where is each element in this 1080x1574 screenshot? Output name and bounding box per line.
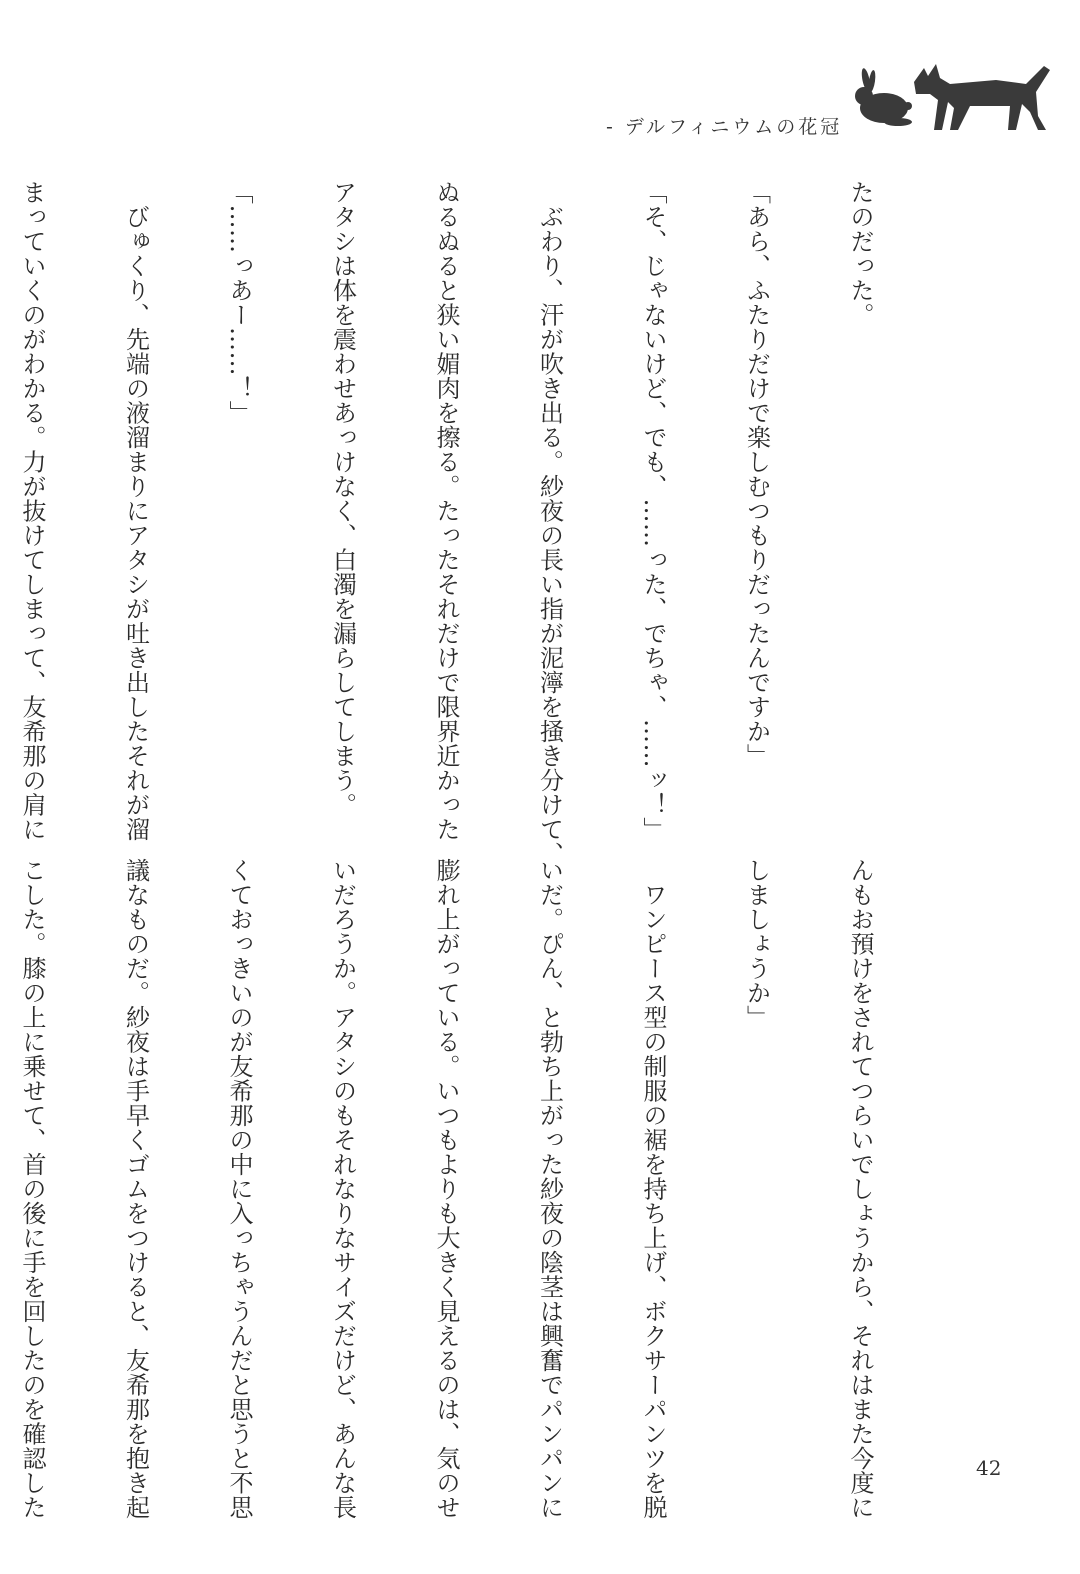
running-header-title: - デルフィニウムの花冠 <box>606 116 843 138</box>
text-column: まっていくのがわかる。力が抜けてしまって、友希那の肩に <box>18 180 46 842</box>
text-column: んもお預けをされてつらいでしょうから、それはまた今度に <box>846 858 874 1520</box>
text-column: 「……っあー……！」 <box>225 180 253 425</box>
text-column: くておっきいのが友希那の中に入っちゃうんだと思うと不思 <box>225 858 253 1520</box>
text-column: ぬるぬると狭い媚肉を擦る。たったそれだけで限界近かった <box>432 180 460 842</box>
text-column: 「そ、じゃないけど、でも、……った、でちゃ、……ッ！」 <box>639 180 667 842</box>
text-column: ぶわり、汗が吹き出る。紗夜の長い指が泥濘を掻き分けて、 <box>535 180 564 866</box>
dog-chasing-rabbit-icon <box>846 46 1056 136</box>
text-column: ワンピース型の制服の裾を持ち上げ、ボクサーパンツを脱 <box>639 858 667 1520</box>
text-column: しましょうか」 <box>742 858 771 1030</box>
text-column: たのだった。 <box>846 180 874 327</box>
text-column: いだろうか。アタシのもそれなりなサイズだけど、あんな長 <box>328 858 357 1520</box>
text-column: 膨れ上がっている。いつもよりも大きく見えるのは、気のせ <box>432 858 460 1520</box>
page-number: 42 <box>976 1456 1002 1480</box>
text-column: こした。膝の上に乗せて、首の後に手を回したのを確認した <box>18 858 46 1520</box>
text-column: いだ。ぴん、と勃ち上がった紗夜の陰茎は興奮でパンパンに <box>535 858 564 1520</box>
upper-text-block <box>18 180 946 866</box>
text-column: びゅくり、先端の液溜まりにアタシが吐き出したそれが溜 <box>121 180 150 842</box>
text-column: 「あら、ふたりだけで楽しむつもりだったんですか」 <box>742 180 771 768</box>
text-column: 議なものだ。紗夜は手早くゴムをつけると、友希那を抱き起 <box>121 858 150 1520</box>
text-column: アタシは体を震わせあっけなく、白濁を漏らしてしまう。 <box>328 180 357 817</box>
lower-text-block <box>18 858 946 1520</box>
